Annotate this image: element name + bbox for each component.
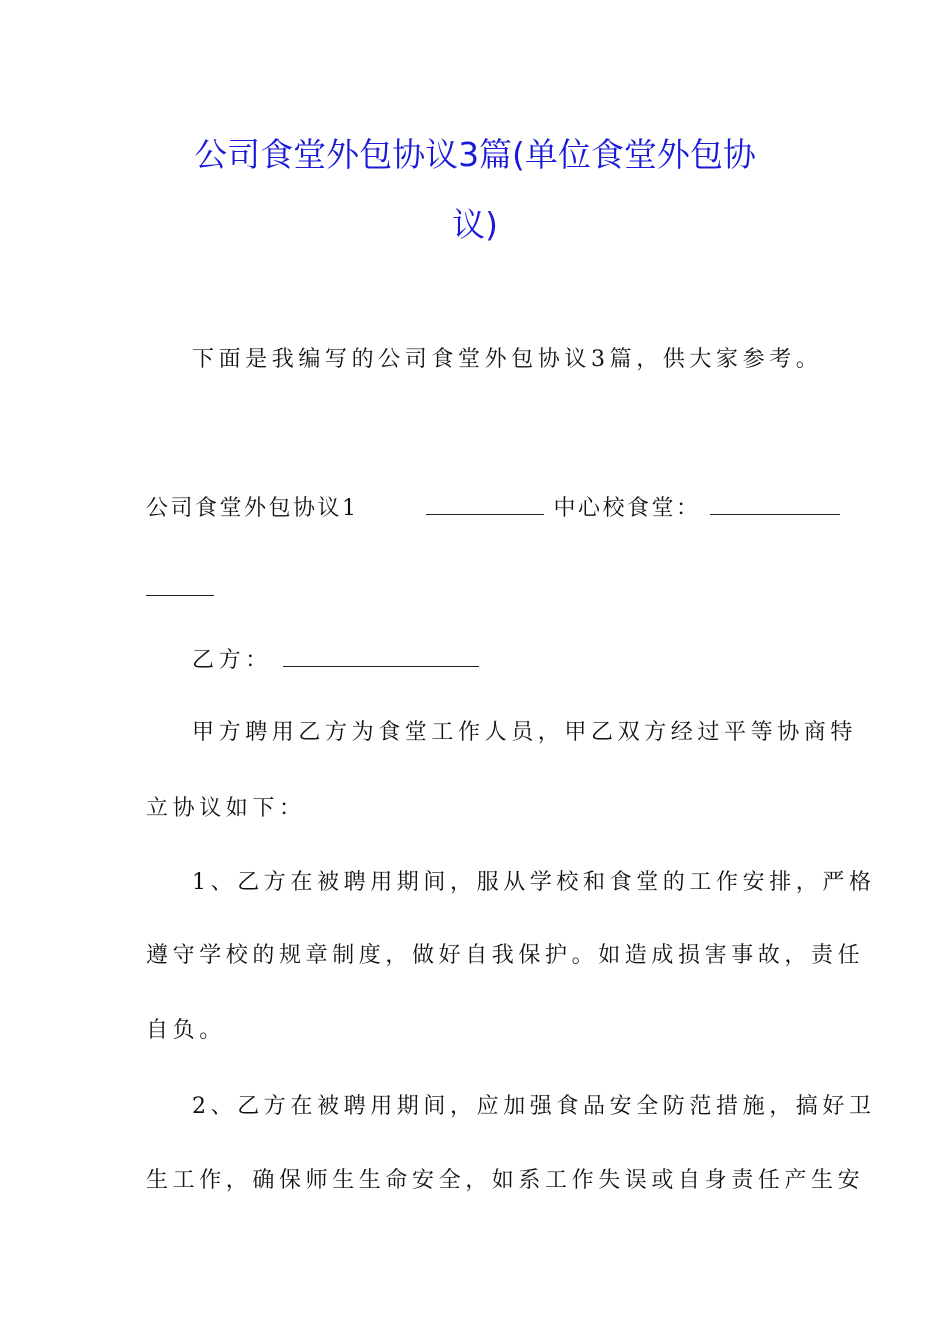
agreement-1-heading: 公司食堂外包协议1 bbox=[146, 496, 359, 521]
clause-2-line-2: 生工作，确保师生生命安全，如系工作失误或自身责任产生安 bbox=[146, 1168, 865, 1193]
party-a-label: 中心校食堂： bbox=[553, 496, 701, 521]
document-title-line-2: 议) bbox=[452, 205, 498, 244]
clause-2-line-1: 2、乙方在被聘用期间，应加强食品安全防范措施，搞好卫 bbox=[192, 1094, 876, 1119]
party-a-value-blank bbox=[710, 513, 840, 515]
party-b-label: 乙方： bbox=[192, 648, 272, 673]
clause-1-line-3: 自负。 bbox=[146, 1018, 226, 1043]
clause-1-line-2: 遵守学校的规章制度，做好自我保护。如造成损害事故，责任 bbox=[146, 943, 865, 968]
party-a-value-blank-continued bbox=[146, 594, 214, 596]
clause-1-line-1: 1、乙方在被聘用期间，服从学校和食堂的工作安排，严格 bbox=[192, 870, 876, 895]
agreement-1-header-row bbox=[146, 498, 840, 520]
party-b-value-blank bbox=[283, 665, 479, 667]
document-title-line-1: 公司食堂外包协议3篇(单位食堂外包协 bbox=[194, 135, 756, 174]
party-b-row bbox=[192, 650, 479, 672]
intro-text: 下面是我编写的公司食堂外包协议3篇，供大家参考。 bbox=[192, 347, 823, 372]
party-a-name-blank bbox=[426, 513, 544, 515]
preamble-line-1: 甲方聘用乙方为食堂工作人员，甲乙双方经过平等协商特 bbox=[192, 720, 858, 745]
preamble-line-2: 立协议如下： bbox=[146, 796, 306, 821]
